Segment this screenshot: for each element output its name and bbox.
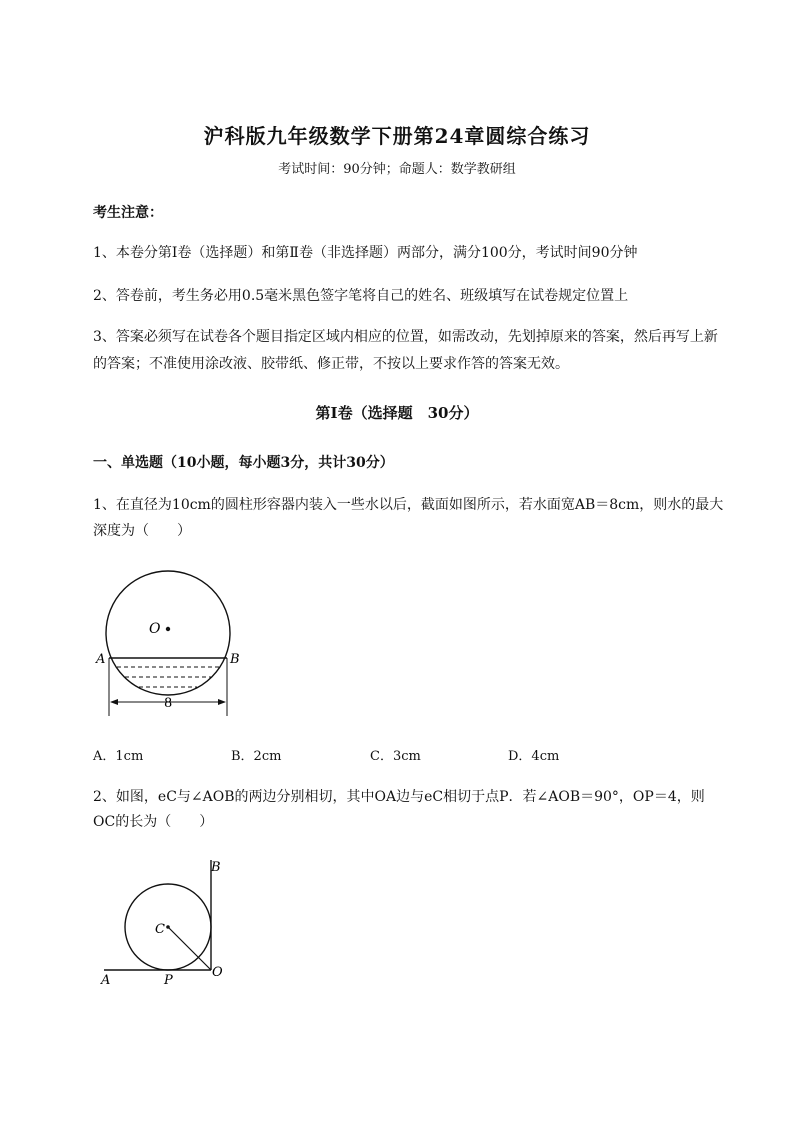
notice-item-2: 2、答卷前，考生务必用0.5毫米黑色签字笔将自己的姓名、班级填写在试卷规定位置上 bbox=[93, 288, 629, 304]
part-title: 一、单选题（10小题，每小题3分，共计30分） bbox=[93, 455, 394, 471]
label-width: 8 bbox=[164, 696, 173, 711]
label-p: P bbox=[164, 973, 173, 988]
center-point bbox=[166, 627, 170, 631]
question-2-figure bbox=[95, 855, 230, 990]
label-a: A bbox=[101, 973, 111, 988]
container-circle bbox=[106, 571, 230, 695]
label-a: A bbox=[96, 652, 106, 667]
label-b: B bbox=[211, 860, 221, 875]
notice-item-1: 1、本卷分第I卷（选择题）和第Ⅱ卷（非选择题）两部分，满分100分，考试时间90分钟 bbox=[93, 245, 638, 261]
section-title: 第I卷（选择题 30分） bbox=[315, 404, 479, 422]
label-b: B bbox=[230, 652, 240, 667]
question-1-figure bbox=[95, 560, 255, 720]
label-c: C bbox=[155, 922, 165, 937]
page-title: 沪科版九年级数学下册第24章圆综合练习 bbox=[203, 124, 591, 148]
question-1-option-a[interactable]: A．1cm bbox=[93, 749, 144, 764]
question-2-text: 2、如图，eC与∠AOB的两边分别相切，其中OA边与eC相切于点P．若∠AOB＝90°，OP＝4，则 bbox=[93, 789, 705, 805]
notice-heading: 考生注意： bbox=[93, 205, 163, 221]
notice-item-3: 3、答案必须写在试卷各个题目指定区域内相应的位置，如需改动，先划掉原来的答案，然后再写上新 bbox=[93, 329, 718, 345]
question-1-text-cont: 深度为（ ） bbox=[93, 523, 191, 539]
label-o: O bbox=[149, 621, 161, 637]
question-1-option-c[interactable]: C．3cm bbox=[370, 749, 421, 764]
question-2-text-cont: OC的长为（ ） bbox=[93, 814, 214, 830]
question-1-option-d[interactable]: D．4cm bbox=[508, 749, 560, 764]
arrow-right bbox=[218, 699, 226, 705]
arrow-left bbox=[110, 699, 118, 705]
question-1-option-b[interactable]: B．2cm bbox=[231, 749, 282, 764]
notice-item-3-cont: 的答案；不准使用涂改液、胶带纸、修正带，不按以上要求作答的答案无效。 bbox=[93, 356, 569, 372]
question-1-text: 1、在直径为10cm的圆柱形容器内装入一些水以后，截面如图所示，若水面宽AB＝8cm，则水的最大 bbox=[93, 497, 724, 513]
label-o: O bbox=[212, 965, 223, 980]
exam-info: 考试时间：90分钟；命题人：数学教研组 bbox=[278, 162, 516, 177]
